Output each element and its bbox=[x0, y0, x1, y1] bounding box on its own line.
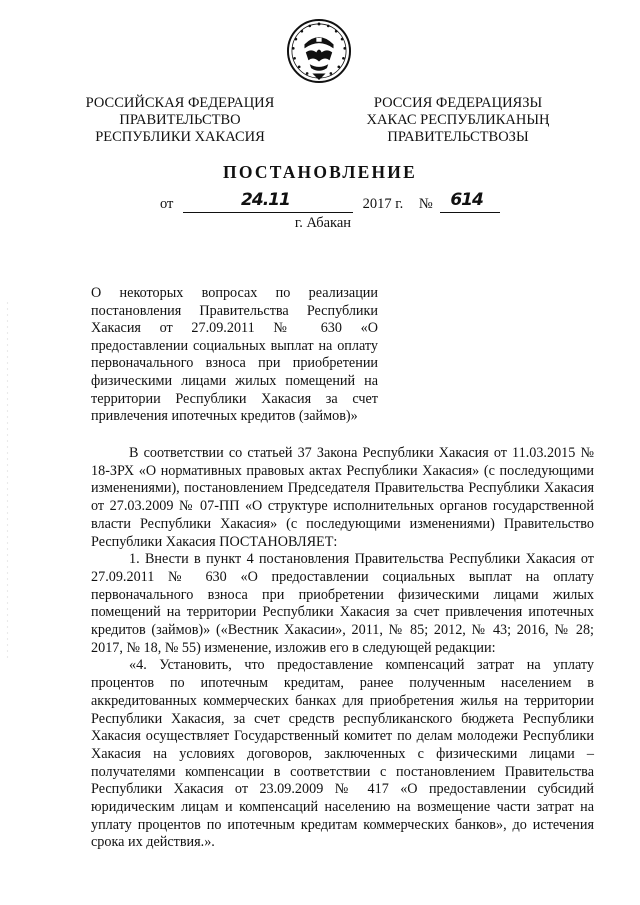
issuer-block-russian bbox=[80, 95, 280, 146]
document-body bbox=[91, 445, 594, 852]
handwritten-date: 24.11 bbox=[241, 190, 290, 210]
document-subject: О некоторых вопросах по реализации постановления Правительства Республики Хакасия от 27.09.2011 № 630 «О предоставлении социальных выплат на оплату первоначального взноса при приобретении физическими лицами жилых помещений на территории Республики Хакасия за счет привлечения ипотечных кредитов (займов)» bbox=[91, 285, 378, 425]
document-title: ПОСТАНОВЛЕНИЕ bbox=[223, 162, 417, 182]
republic-of-khakassia-emblem-icon bbox=[286, 18, 352, 84]
number-field bbox=[440, 190, 500, 213]
number-sign: № bbox=[418, 196, 433, 212]
handwritten-number: 614 bbox=[450, 190, 483, 210]
body-paragraph: «4. Установить, что предоставление компенсаций затрат на уплату процентов по ипотечным кредитам, ранее полученным населением в аккредитованных коммерческих банках для приобретения жилья на территории Республики Хакасия, за счет средств республиканского бюджета Республики Хакасия осуществляет Государственный комитет по делам молодежи Республики Хакасия на условиях договоров, заключенных с физическими лицами – получателями компенсации в соответствии с постановлением Правительства Республики Хакасия от 23.09.2009 № 417 «О предоставлении субсидий юридическим лицам и компенсаций населению на возмещение части затрат на уплату процентов по ипотечным кредитам коммерческих банков», до истечения срока их действия.». bbox=[91, 657, 594, 851]
scan-margin-marks bbox=[6, 300, 9, 660]
year-text: 2017 г. bbox=[362, 196, 404, 212]
issuer-line: РЕСПУБЛИКИ ХАКАСИЯ bbox=[95, 129, 265, 145]
date-prefix: от bbox=[160, 196, 174, 212]
date-field bbox=[183, 190, 353, 213]
issuer-line: ПРАВИТЕЛЬСТВО bbox=[119, 112, 241, 128]
body-paragraph: 1. Внести в пункт 4 постановления Правительства Республики Хакасия от 27.09.2011 № 630 «О предоставлении социальных выплат на оплату первоначального взноса при приобретении физическими лицами жилых помещений на территории Республики Хакасия за счет привлечения ипотечных кредитов (займов)» («Вестник Хакасии», 2011, № 85; 2012, № 43; 2016, № 28; 2017, № 18, № 55) изменение, изложив его в следующей редакции: bbox=[91, 551, 594, 656]
city: г. Абакан bbox=[294, 215, 352, 231]
issuer-line: РОССИЙСКАЯ ФЕДЕРАЦИЯ bbox=[85, 95, 275, 111]
issuer-line: ХАКАС РЕСПУБЛИКАНЫҢ bbox=[366, 112, 550, 128]
body-paragraph: В соответствии со статьей 37 Закона Республики Хакасия от 11.03.2015 № 18-ЗРХ «О нормативных правовых актах Республики Хакасия» (с последующими изменениями), постановлением Председателя Правительства Республики Хакасия от 27.03.2009 № 07-ПП «О структуре исполнительных органов государственной власти Республики Хакасия» (с последующими изменениями) Правительство Республики Хакасия ПОСТАНОВЛЯЕТ: bbox=[91, 445, 594, 550]
issuer-block-khakas bbox=[358, 95, 558, 146]
issuer-line: ПРАВИТЕЛЬСТВОЗЫ bbox=[387, 129, 529, 145]
issuer-line: РОССИЯ ФЕДЕРАЦИЯЗЫ bbox=[373, 95, 543, 111]
date-number-line bbox=[160, 190, 500, 213]
